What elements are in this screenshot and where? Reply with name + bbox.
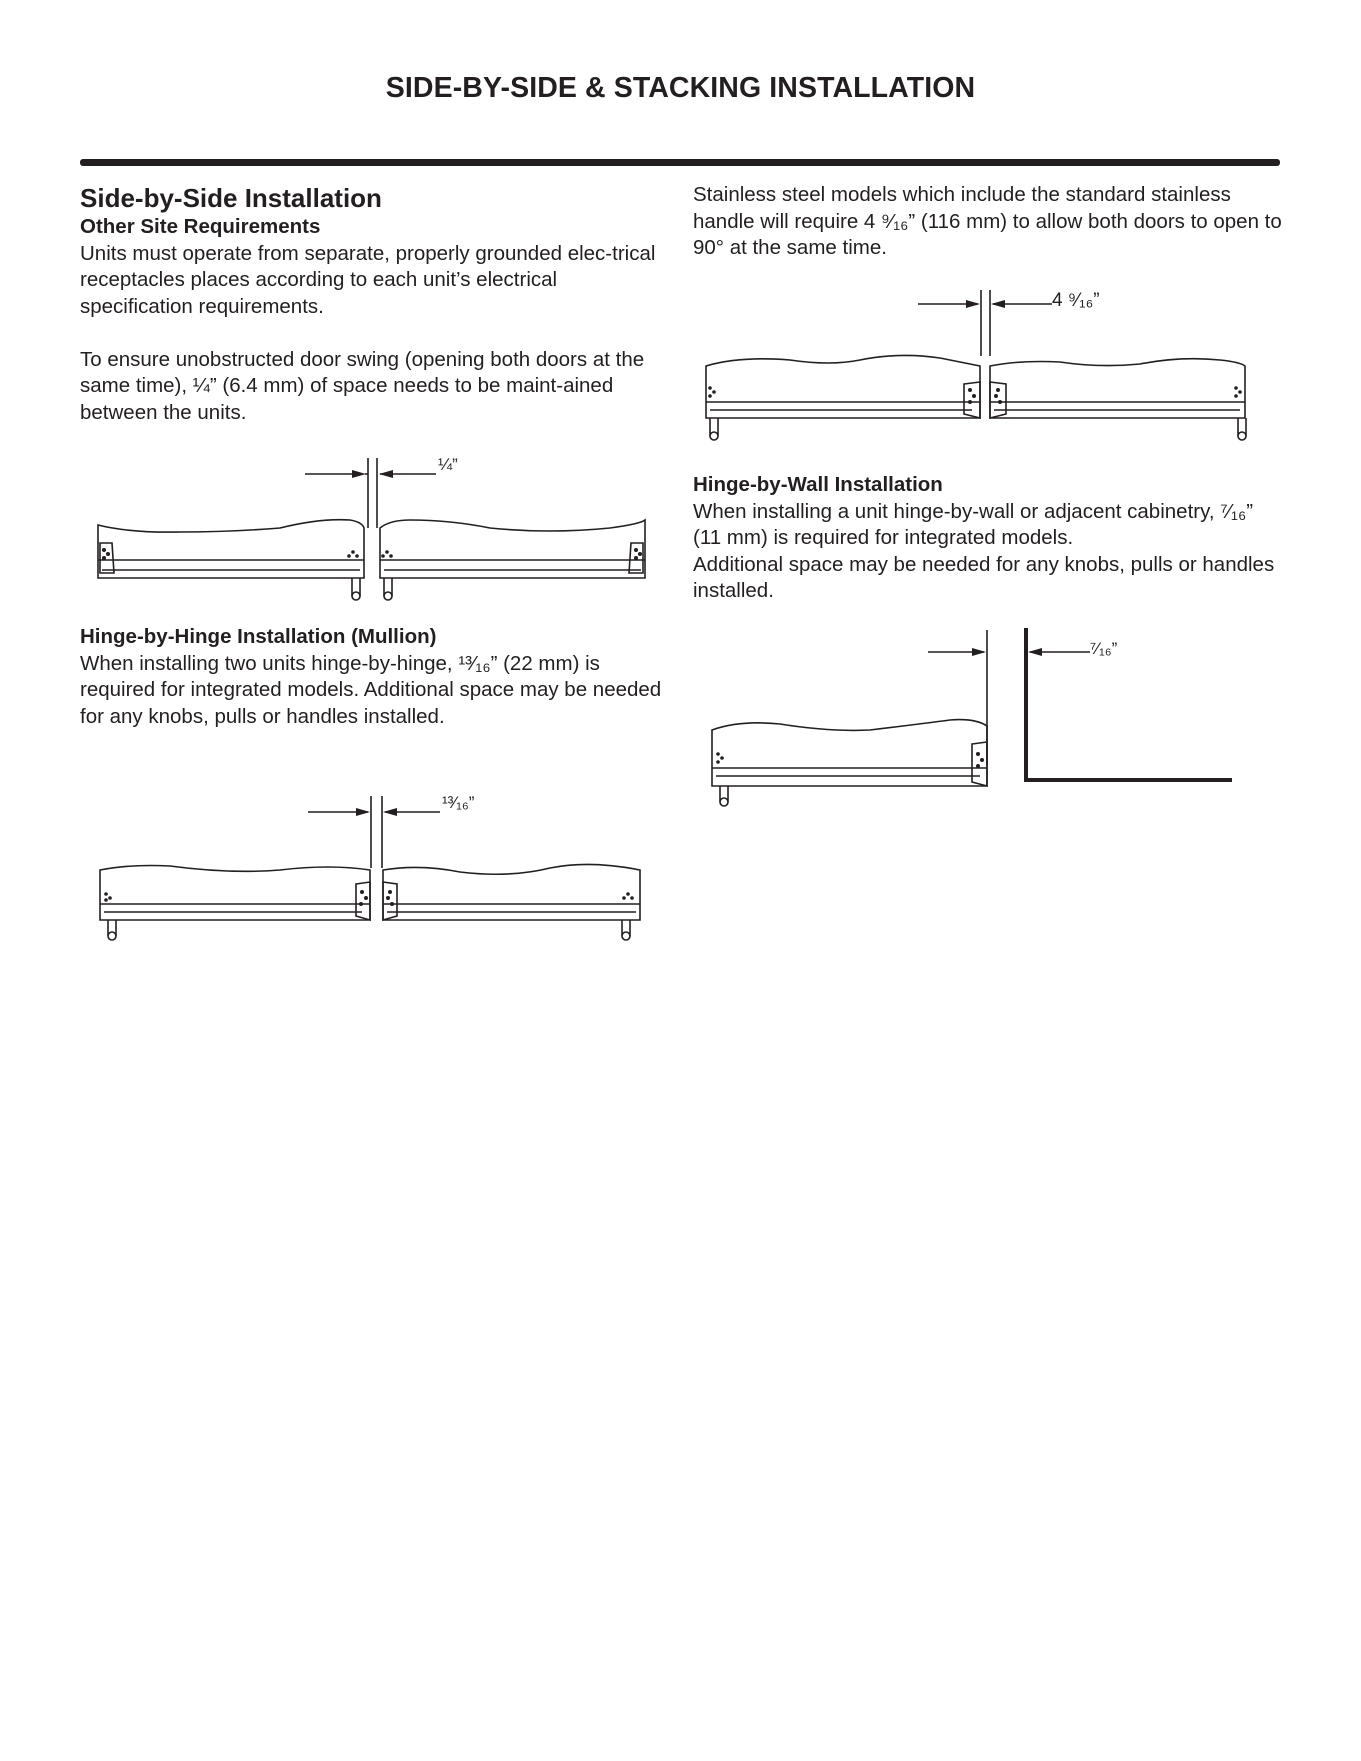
quarter-inch-gap-diagram <box>90 448 660 613</box>
hinge-by-wall-heading: Hinge-by-Wall Installation <box>693 473 943 496</box>
hinge-by-wall-diagram <box>700 620 1260 825</box>
door-swing-paragraph: To ensure unobstructed door swing (opening both doors at the same time), ¼” (6.4 mm) of space needs to be maint-ained between the units. <box>80 347 645 424</box>
left-column <box>80 182 670 426</box>
hinge-by-hinge-paragraph: When installing two units hinge-by-hinge, ¹³⁄₁₆” (22 mm) is required for integrated models. Additional space may be needed for any knobs, pulls or handles installed. <box>80 651 662 728</box>
quarter-inch-label: ¼” <box>438 455 458 474</box>
hinge-by-hinge-units-figure <box>90 780 660 940</box>
thirteen-sixteenths-label: ¹³⁄₁₆” <box>442 793 475 812</box>
stainless-handle-diagram <box>700 288 1270 453</box>
section-title: Side-by-Side Installation <box>80 183 382 213</box>
additional-space-paragraph: Additional space may be needed for any knobs, pulls or handles installed. <box>693 552 1275 602</box>
stainless-units-figure <box>700 288 1270 448</box>
side-by-side-units-figure <box>90 448 660 608</box>
right-column <box>693 182 1283 262</box>
hinge-by-wall-section <box>693 472 1283 605</box>
four-nine-sixteenths-label: 4 ⁹⁄₁₆” <box>1052 290 1100 311</box>
hinge-by-hinge-diagram <box>90 780 660 945</box>
hinge-by-hinge-heading: Hinge-by-Hinge Installation (Mullion) <box>80 625 437 648</box>
stainless-paragraph: Stainless steel models which include the standard stainless handle will require 4 ⁹⁄₁₆” (116 mm) to allow both doors to open to 90° at the same time. <box>693 183 1282 259</box>
hinge-by-wall-paragraph: When installing a unit hinge-by-wall or adjacent cabinetry, ⁷⁄₁₆” (11 mm) is required for integrated models. <box>693 499 1254 549</box>
other-site-requirements-heading: Other Site Requirements <box>80 215 321 238</box>
header-rule <box>80 159 1280 166</box>
seven-sixteenths-label: ⁷⁄₁₆” <box>1090 639 1118 658</box>
page-title: SIDE-BY-SIDE & STACKING INSTALLATION <box>385 72 976 104</box>
hinge-by-hinge-section <box>80 624 670 730</box>
hinge-by-wall-figure <box>700 620 1260 820</box>
electrical-paragraph: Units must operate from separate, properly grounded elec-trical receptacles places according to each unit’s electrical specification requirements. <box>80 241 656 318</box>
